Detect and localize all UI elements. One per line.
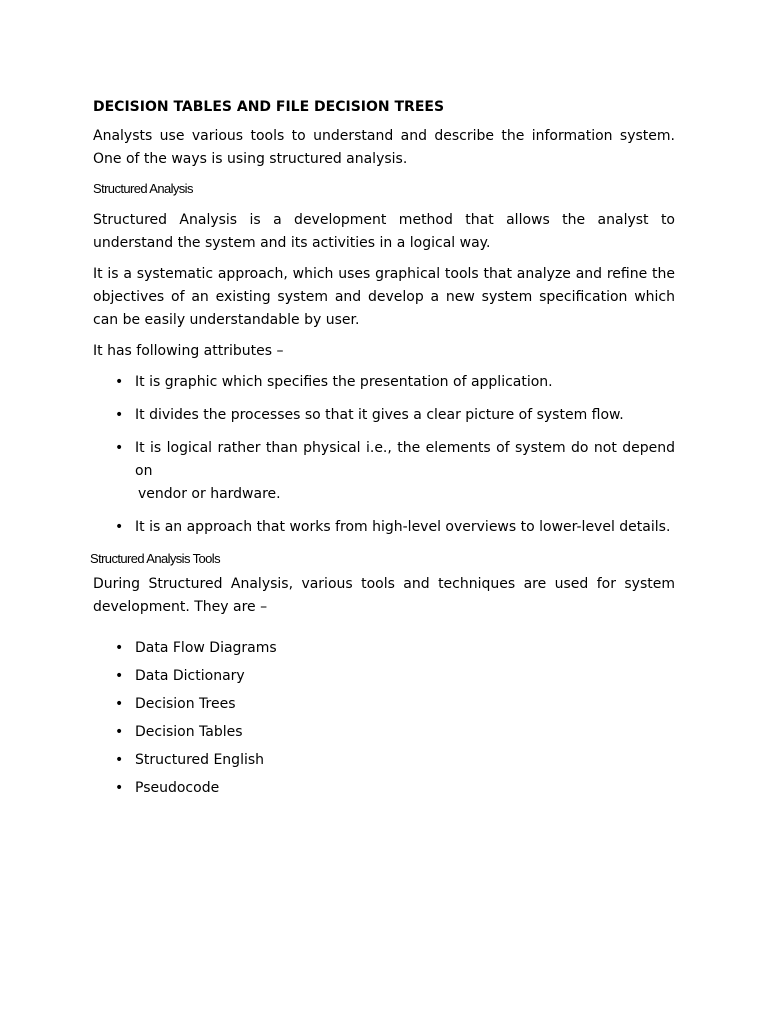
section-heading-structured-analysis: Structured Analysis (93, 181, 193, 196)
list-item (93, 777, 675, 799)
list-item-text-continued: vendor or hardware. (138, 486, 281, 502)
tools-list (93, 637, 675, 799)
bullet-icon: • (115, 519, 124, 535)
bullet-icon: • (115, 724, 124, 740)
list-item-text: It is an approach that works from high-level overviews to lower-level details. (135, 519, 671, 535)
list-item-text: Structured English (135, 752, 265, 768)
list-item (93, 637, 675, 659)
section-heading-analysis-tools: Structured Analysis Tools (90, 551, 220, 566)
bullet-icon: • (115, 440, 124, 456)
list-item-text: Data Dictionary (135, 668, 245, 684)
list-item (93, 749, 675, 771)
list-item (93, 721, 675, 743)
document-page (90, 96, 675, 805)
tools-intro-paragraph: During Structured Analysis, various tools and techniques are used for system development. They are – (93, 576, 675, 615)
list-item-text: Data Flow Diagrams (135, 640, 277, 656)
bullet-icon: • (115, 696, 124, 712)
list-item (93, 437, 675, 506)
bullet-icon: • (115, 780, 124, 796)
list-item-text: Decision Trees (135, 696, 236, 712)
list-item (93, 371, 675, 394)
list-item-text: Decision Tables (135, 724, 243, 740)
definition-paragraph: Structured Analysis is a development method that allows the analyst to understand the system and its activities in a logical way. (93, 212, 675, 251)
bullet-icon: • (115, 640, 124, 656)
list-item (93, 693, 675, 715)
list-item-text: Pseudocode (135, 780, 220, 796)
list-item-text: It is graphic which specifies the presentation of application. (135, 374, 553, 390)
bullet-icon: • (115, 752, 124, 768)
approach-paragraph: It is a systematic approach, which uses graphical tools that analyze and refine the objectives of an existing system and develop a new system specification which can be easily understandable by user. (93, 266, 675, 328)
attributes-list (93, 371, 675, 539)
list-item (93, 516, 675, 539)
list-item (93, 404, 675, 427)
bullet-icon: • (115, 407, 124, 423)
bullet-icon: • (115, 374, 124, 390)
intro-paragraph: Analysts use various tools to understand and describe the information system. One of the ways is using structured analysis. (93, 128, 675, 167)
list-item-text: It divides the processes so that it gives a clear picture of system flow. (135, 407, 624, 423)
list-item (93, 665, 675, 687)
attributes-intro: It has following attributes – (93, 343, 284, 359)
bullet-icon: • (115, 668, 124, 684)
list-item-text: It is logical rather than physical i.e., the elements of system do not depend on (135, 440, 675, 479)
document-title: DECISION TABLES AND FILE DECISION TREES (93, 99, 445, 115)
